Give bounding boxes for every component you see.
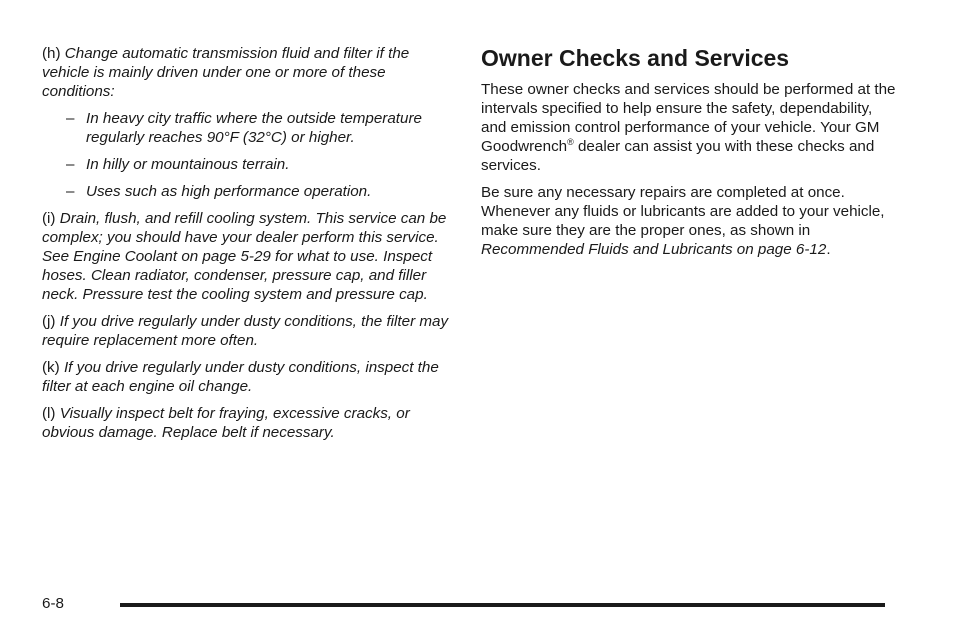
condition-text: In heavy city traffic where the outside temperature regularly reaches 90°F (32°C) or higher. bbox=[86, 110, 422, 146]
item-i-label: (i) bbox=[42, 210, 56, 227]
list-item bbox=[42, 155, 452, 174]
repairs-paragraph bbox=[481, 183, 901, 259]
item-k-text: If you drive regularly under dusty conditions, inspect the filter at each engine oil change. bbox=[42, 359, 439, 395]
item-l-text: Visually inspect belt for fraying, excessive cracks, or obvious damage. Replace belt if necessary. bbox=[42, 405, 410, 441]
item-h-label: (h) bbox=[42, 45, 61, 62]
item-k bbox=[42, 358, 452, 396]
item-h bbox=[42, 44, 452, 101]
list-item bbox=[42, 109, 452, 147]
condition-text: In hilly or mountainous terrain. bbox=[86, 156, 290, 173]
condition-text: Uses such as high performance operation. bbox=[86, 183, 372, 200]
paragraph-text: dealer can assist you with these checks and services. bbox=[481, 138, 875, 174]
left-column bbox=[42, 44, 452, 450]
item-j-label: (j) bbox=[42, 313, 56, 330]
owner-checks-paragraph bbox=[481, 80, 901, 175]
registered-mark: ® bbox=[567, 137, 574, 147]
item-i-text: Drain, flush, and refill cooling system. This service can be complex; you should have your dealer perform this service. See Engine Coolant on page 5-29 for what to use. Inspect hoses. Clean radiator, condenser, pressure cap, and filler neck. Pressure test the cooling system and pressure cap. bbox=[42, 210, 447, 303]
item-l-label: (l) bbox=[42, 405, 56, 422]
item-h-text: Change automatic transmission fluid and filter if the vehicle is mainly driven under one or more of these conditions: bbox=[42, 45, 410, 100]
page-number: 6-8 bbox=[42, 595, 64, 612]
section-heading: Owner Checks and Services bbox=[481, 45, 790, 71]
right-column bbox=[481, 44, 901, 267]
dash-bullet: – bbox=[66, 156, 75, 173]
item-i bbox=[42, 209, 452, 304]
dash-bullet: – bbox=[66, 183, 75, 200]
item-j bbox=[42, 312, 452, 350]
item-h-conditions-list bbox=[42, 109, 452, 201]
paragraph-text: These owner checks and services should be performed at the intervals specified to help ensure the safety, dependability, and emission control performance of your vehicle. Your GM Goodwrench bbox=[481, 81, 896, 155]
paragraph-text: . bbox=[826, 241, 831, 258]
item-l bbox=[42, 404, 452, 442]
paragraph-text: Be sure any necessary repairs are completed at once. Whenever any fluids or lubricants are added to your vehicle, make sure they are the proper ones, as shown in bbox=[481, 184, 885, 239]
dash-bullet: – bbox=[66, 110, 75, 127]
list-item bbox=[42, 182, 452, 201]
item-k-label: (k) bbox=[42, 359, 60, 376]
fluids-reference: Recommended Fluids and Lubricants on page 6-12 bbox=[481, 241, 827, 258]
footer-rule bbox=[120, 603, 885, 607]
item-j-text: If you drive regularly under dusty conditions, the filter may require replacement more often. bbox=[42, 313, 449, 349]
